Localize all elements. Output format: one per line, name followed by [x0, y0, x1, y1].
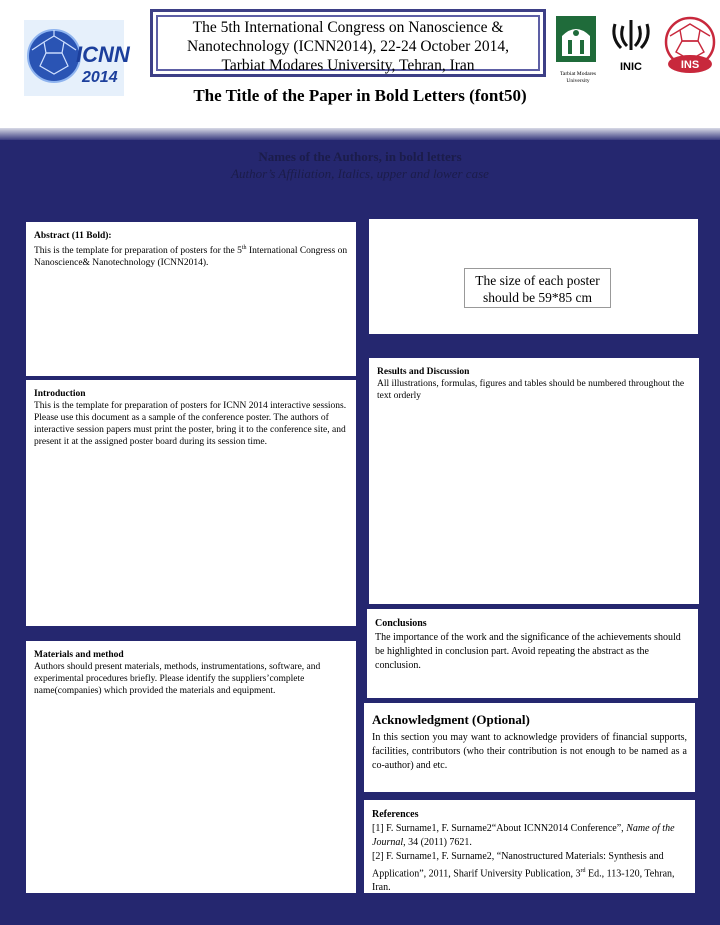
acknowledgment-panel	[364, 703, 695, 792]
abstract-panel	[26, 222, 356, 376]
ins-logo	[660, 14, 716, 76]
results-text: All illustrations, formulas, figures and tables should be numbered throughout the text orderly	[377, 379, 685, 401]
introduction-text: This is the template for preparation of posters for ICNN 2014 interactive sessions. Please use this document as a sample of the conference poster. The authors of interactive session papers must print the poster, bring it to the conference site, and present it at the assigned poster board during its session time.	[34, 401, 347, 447]
iran-emblem-icon	[609, 16, 653, 56]
conference-line-2: Nanotechnology (ICNN2014), 22-24 October 2014,	[187, 38, 509, 55]
inic-logo-text: INIC	[620, 61, 642, 73]
svg-text:2014: 2014	[82, 69, 118, 86]
reference-1: [1] F. Surname1, F. Surname2“About ICNN2014 Conference”, Name of the Journal, 34 (2011) 7621.	[372, 823, 675, 848]
author-affiliation: Author’s Affiliation, Italics, upper and lower case	[231, 166, 489, 181]
conclusions-panel	[367, 609, 698, 698]
references-heading: References	[372, 809, 419, 820]
header-divider	[0, 128, 720, 140]
materials-heading: Materials and method	[34, 650, 124, 660]
tmu-logo-caption: Tarbiat Modares University	[559, 71, 597, 84]
conclusions-text: The importance of the work and the significance of the achievements should be highlighted in conclusion part. Avoid repeating the abstract as the conclusion.	[375, 632, 681, 671]
abstract-text: This is the template for preparation of posters for the 5th International Congress on Nanoscience& Nanotechnology (ICNN2014).	[34, 245, 348, 269]
tmu-logo	[554, 16, 602, 82]
introduction-panel	[26, 380, 356, 626]
acknowledgment-heading: Acknowledgment (Optional)	[372, 712, 530, 727]
poster-size-line-1: The size of each poster	[475, 273, 600, 288]
poster-size-note	[464, 268, 611, 308]
results-heading: Results and Discussion	[377, 367, 470, 377]
references-panel	[364, 800, 695, 893]
ins-logo-text: INS	[680, 59, 700, 71]
inic-logo	[609, 16, 653, 72]
materials-panel	[26, 641, 356, 893]
acknowledgment-text: In this section you may want to acknowledge providers of financial supports, facilities, contributors (who their contribution is not enough to be named as a co-author) and etc.	[372, 732, 687, 771]
introduction-heading: Introduction	[34, 389, 86, 399]
poster-size-line-2: should be 59*85 cm	[482, 290, 593, 305]
icnn-logo-text: ICNN	[76, 42, 130, 67]
tmu-emblem-icon	[554, 16, 602, 64]
authors-block	[0, 148, 720, 182]
abstract-heading: Abstract (11 Bold):	[34, 231, 112, 241]
conference-banner	[150, 9, 546, 77]
conclusions-heading: Conclusions	[375, 618, 427, 629]
results-panel	[369, 358, 699, 604]
reference-2: [2] F. Surname1, F. Surname2, “Nanostructured Materials: Synthesis and Application”, 2011, Sharif University Publication, 3rd Ed., 113-120, Tehran, Iran.	[372, 851, 675, 894]
author-names: Names of the Authors, in bold letters	[258, 149, 462, 164]
materials-text: Authors should present materials, methods, instrumentations, software, and experimental procedures briefly. Please identify the suppliers’complete name(companies) which provided the materials and equipment.	[34, 662, 321, 696]
conference-line-1: The 5th International Congress on Nanoscience &	[192, 19, 504, 36]
icnn-logo	[24, 20, 130, 96]
paper-title: The Title of the Paper in Bold Letters (font50)	[193, 86, 527, 105]
conference-line-3: Tarbiat Modares University, Tehran, Iran	[221, 57, 475, 74]
